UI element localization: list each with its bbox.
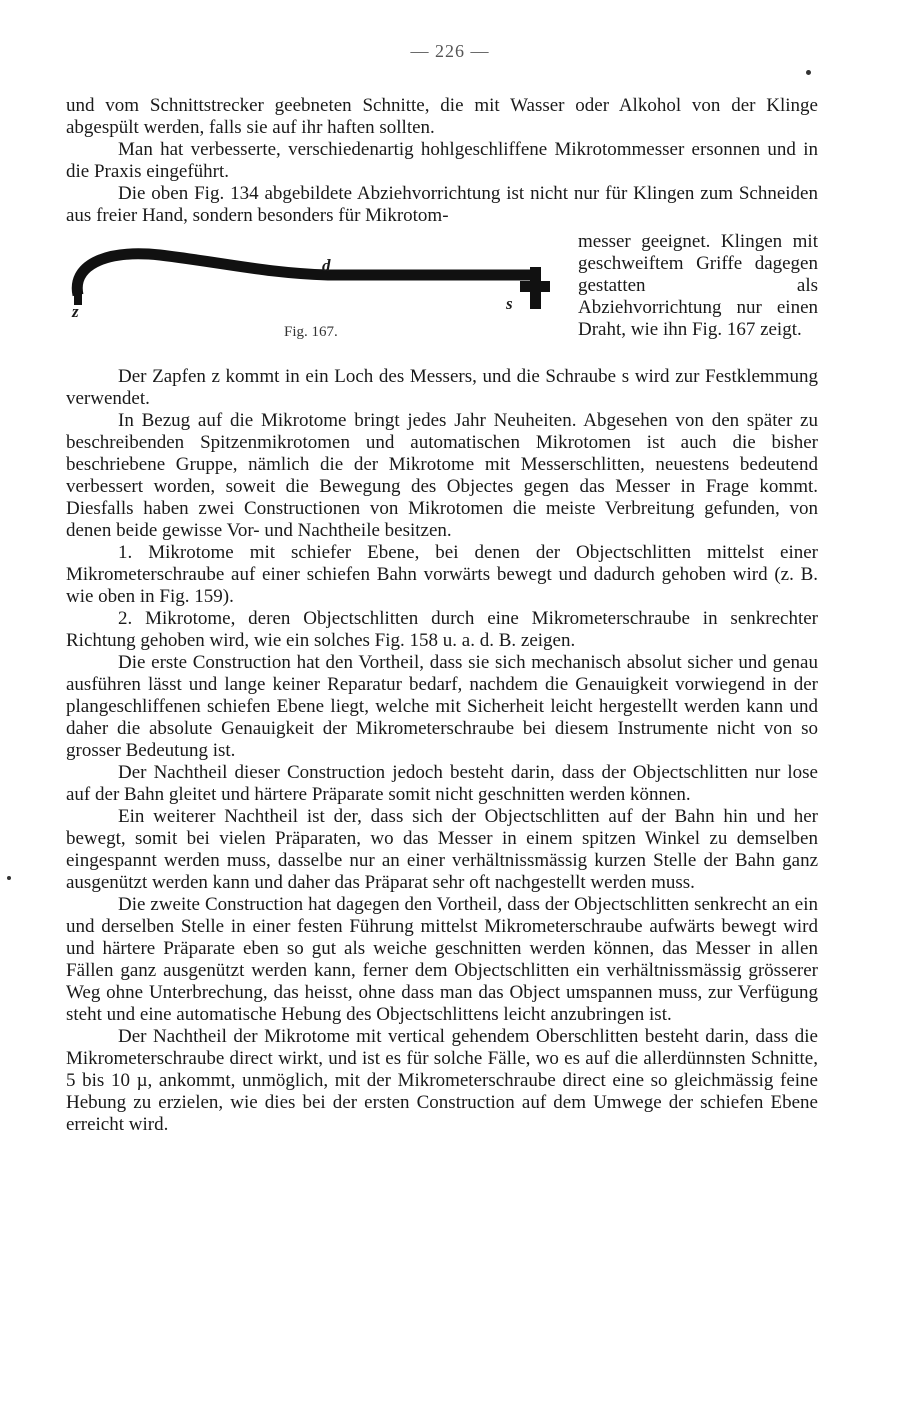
page-number: — 226 — bbox=[410, 41, 490, 61]
screw-s-head bbox=[520, 281, 550, 292]
paragraph: Die oben Fig. 134 abgebildete Abziehvorrichtung ist nicht nur für Klingen zum Schneiden aus freier Hand, sondern besonders für Mikrotom- bbox=[66, 183, 818, 226]
figure-area bbox=[66, 231, 818, 363]
top-text bbox=[66, 95, 818, 227]
figure-caption: Fig. 167. bbox=[284, 324, 338, 340]
wire-drawing bbox=[66, 239, 566, 321]
paragraph: 1. Mikrotome mit schiefer Ebene, bei denen der Objectschlitten mittelst einer Mikrometerschraube auf einer schiefen Bahn vorwärts bewegt und dadurch gehoben wird (z. B. wie oben in Fig. 159). bbox=[66, 542, 818, 607]
paragraph: Der Zapfen z kommt in ein Loch des Messers, und die Schraube s wird zur Festklemmung verwendet. bbox=[66, 366, 818, 409]
paragraph: messer geeignet. Klingen mit geschweiftem Griffe dagegen gestatten als Abziehvorrichtung nur einen Draht, wie ihn Fig. 167 zeigt. bbox=[578, 231, 818, 340]
paragraph: Die erste Construction hat den Vortheil, dass sie sich mechanisch absolut sicher und genau ausführen lässt und lange keiner Reparatur bedarf, nachdem die Genauigkeit vorwiegend in der plangeschliffenen schiefen Ebene liegt, welche mit Sicherheit leicht hergestellt werden kann und daher die absolute Genauigkeit der Mikrometerschraube bei diesem Instrumente nicht von so grosser Bedeutung ist. bbox=[66, 652, 818, 761]
paragraph: In Bezug auf die Mikrotome bringt jedes Jahr Neuheiten. Abgesehen von den später zu beschreibenden Spitzenmikrotomen und automatischen Mikrotomen ist auch die bisher beschriebene Gruppe, nämlich die der Mikrotome mit Messerschlitten, neuestens bedeutend verbessert worden, soweit die Bewegung des Objectes gegen das Messer in Frage kommt. Diesfalls haben zwei Constructionen von Mikrotomen die meiste Verbreitung gefunden, von denen beide gewisse Vor- und Nachtheile besitzen. bbox=[66, 410, 818, 541]
label-s: s bbox=[506, 294, 513, 313]
main-text bbox=[66, 366, 818, 1136]
figure-side-text bbox=[578, 231, 818, 341]
paragraph: 2. Mikrotome, deren Objectschlitten durch eine Mikrometerschraube in senkrechter Richtung gehoben wird, wie ein solches Fig. 158 u. a. d. B. zeigen. bbox=[66, 608, 818, 651]
paragraph: Die zweite Construction hat dagegen den Vortheil, dass der Objectschlitten senkrecht an ein und derselben Stelle in einer festen Führung mittelst Mikrometerschraube aufwärts bewegt wird und härtere Präparate eben so gut als weiche geschnitten werden können, das Messer in allen Fällen ganz ausgenützt werden kann, ferner dem Objectschlitten ein verhältnissmässig grösserer Weg ohne Unterbrechung, das heisst, ohne dass man das Object umspannen muss, zur Verfügung steht und eine automatische Hebung des Objectschlittens leicht anzubringen ist. bbox=[66, 894, 818, 1025]
print-speck bbox=[806, 70, 811, 75]
paragraph: Ein weiterer Nachtheil ist der, dass sich der Objectschlitten auf der Bahn hin und her bewegt, somit bei vielen Präparaten, wo das Messer in einem spitzen Winkel zu demselben eingespannt werden muss, dasselbe nur an einer verhältnissmässig kurzen Stelle der Bahn ganz ausgenützt werden kann und daher das Präparat sehr oft nachgestellt werden muss. bbox=[66, 806, 818, 893]
label-z: z bbox=[72, 302, 79, 321]
paragraph: Der Nachtheil dieser Construction jedoch besteht darin, dass der Objectschlitten nur lose auf der Bahn gleitet und härtere Präparate somit nicht geschnitten werden können. bbox=[66, 762, 818, 805]
label-d: d bbox=[322, 256, 331, 275]
paragraph: und vom Schnittstrecker geebneten Schnitte, die mit Wasser oder Alkohol von der Klinge abgespült werden, falls sie auf ihr haften sollten. bbox=[66, 95, 818, 138]
print-speck bbox=[7, 876, 11, 880]
paragraph: Der Nachtheil der Mikrotome mit vertical gehendem Oberschlitten besteht darin, dass die Mikrometerschraube direct wirkt, und ist es für solche Fälle, wo es auf die allerdünnsten Schnitte, 5 bis 10 µ, ankommt, unmöglich, mit der Mikrometerschraube direct eine so gleichmässig feine Hebung zu erzielen, wie dies bei der ersten Construction auf dem Umwege der schiefen Ebene erreicht wird. bbox=[66, 1026, 818, 1135]
paragraph: Man hat verbesserte, verschiedenartig hohlgeschliffene Mikrotommesser ersonnen und in die Praxis eingeführt. bbox=[66, 139, 818, 182]
figure-167 bbox=[66, 239, 566, 363]
wire-shape bbox=[77, 254, 534, 295]
